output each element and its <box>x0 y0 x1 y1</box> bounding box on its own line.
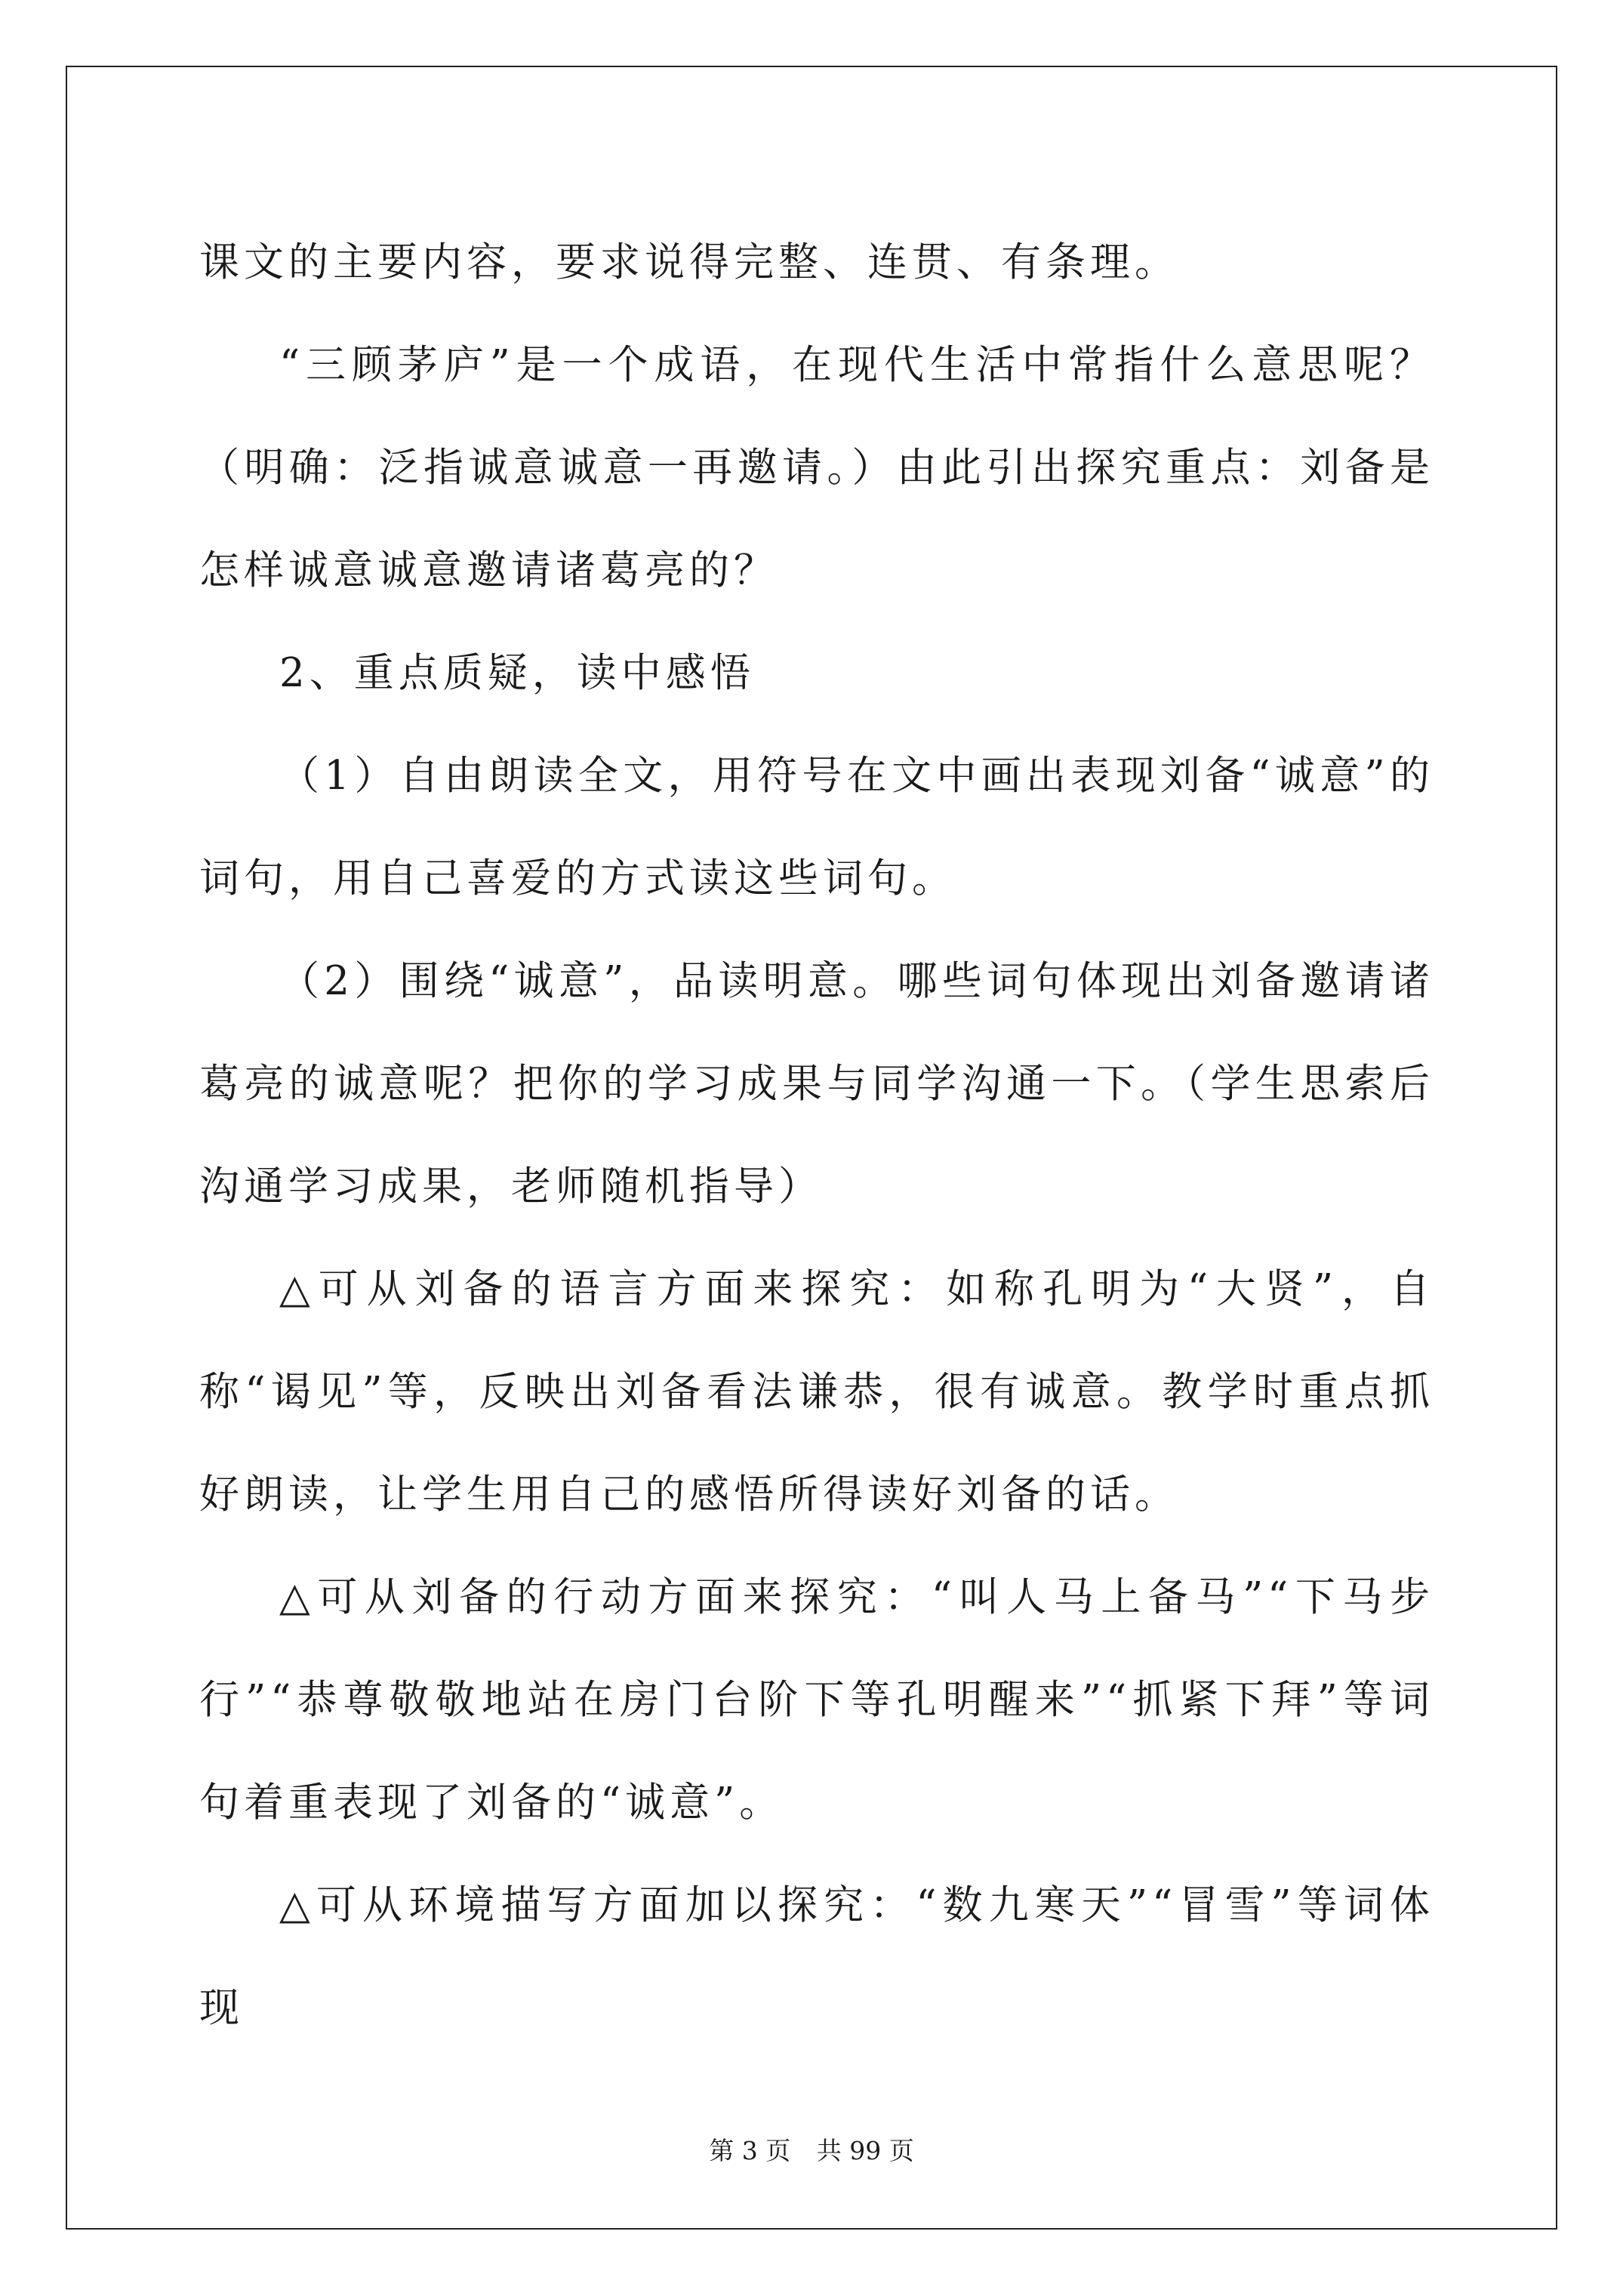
paragraph: （2）围绕“诚意”，品读明意。哪些词句体现出刘备邀请诸葛亮的诚意呢？把你的学习成果与同学沟通一下。（学生思索后沟通学习成果，老师随机指导） <box>199 958 1434 1210</box>
paragraph: （1）自由朗读全文，用符号在文中画出表现刘备“诚意”的词句，用自己喜爱的方式读这些词句。 <box>199 753 1434 901</box>
section-heading: 2、重点质疑，读中感悟 <box>279 650 755 696</box>
page-number: 第 3 页 <box>709 2136 791 2165</box>
paragraph: △可从刘备的行动方面来探究：“叫人马上备马”“下马步行”“恭尊敬敬地站在房门台阶下等孔明醒来”“抓紧下拜”等词句着重表现了刘备的“诚意”。 <box>199 1574 1434 1826</box>
page-footer <box>0 2131 1623 2167</box>
page-total: 共 99 页 <box>816 2136 914 2165</box>
paragraph: △可从环境描写方面加以探究：“数九寒天”“冒雪”等词体现 <box>199 1882 1434 2031</box>
paragraph: △可从刘备的语言方面来探究：如称孔明为“大贤”，自称“谒见”等，反映出刘备看法谦恭，很有诚意。教学时重点抓好朗读，让学生用自己的感悟所得读好刘备的话。 <box>199 1266 1434 1518</box>
document-body <box>199 211 1434 2060</box>
paragraph: 课文的主要内容，要求说得完整、连贯、有条理。 <box>199 239 1179 285</box>
paragraph: “三顾茅庐”是一个成语，在现代生活中常指什么意思呢？（明确：泛指诚意诚意一再邀请。）由此引出探究重点：刘备是怎样诚意诚意邀请诸葛亮的？ <box>199 342 1434 593</box>
